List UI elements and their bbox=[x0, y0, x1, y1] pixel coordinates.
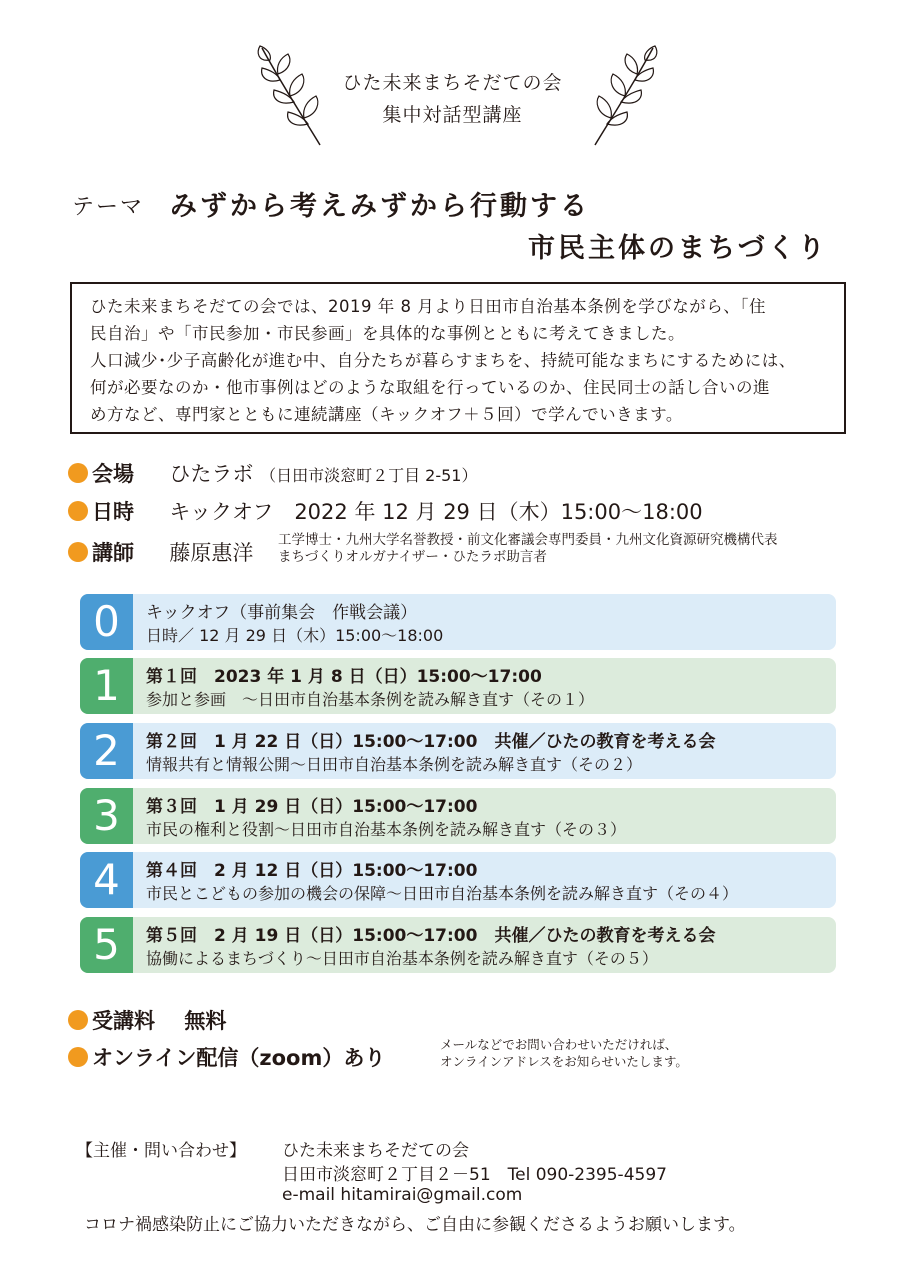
session-heading: 第２回 1 月 22 日（日）15:00～17:00 共催／ひたの教育を考える会 bbox=[146, 732, 716, 752]
session-card-0 bbox=[80, 594, 836, 650]
leaf-branch-left-icon bbox=[250, 40, 330, 150]
bullet-icon bbox=[68, 1047, 88, 1067]
session-heading: 第４回 2 月 12 日（日）15:00～17:00 bbox=[146, 861, 478, 881]
datetime-key: 日時 bbox=[92, 500, 134, 524]
fee-row bbox=[68, 1005, 226, 1035]
intro-line: め方など、専門家とともに連続講座（キックオフ＋５回）で学んでいきます。 bbox=[90, 405, 683, 424]
theme-line-2: 市民主体のまちづくり bbox=[528, 233, 828, 264]
venue-name: ひたラボ bbox=[169, 462, 254, 486]
online-row bbox=[68, 1042, 385, 1072]
session-heading: 第３回 1 月 29 日（日）15:00～17:00 bbox=[146, 797, 478, 817]
theme-line-1: みずから考えみずから行動する bbox=[170, 191, 590, 222]
course-type: 集中対話型講座 bbox=[382, 104, 523, 126]
lecturer-name: 藤原惠洋 bbox=[169, 541, 254, 565]
session-subtitle: 市民とこどもの参加の機会の保障～日田市自治基本条例を読み解き直す（その４） bbox=[146, 884, 739, 903]
online-note bbox=[440, 1036, 688, 1070]
intro-line: 民自治」や「市民参加・市民参画」を具体的な事例とともに考えてきました。 bbox=[90, 324, 685, 343]
session-heading: 第５回 2 月 19 日（日）15:00～17:00 共催／ひたの教育を考える会 bbox=[146, 926, 716, 946]
intro-line: ひた未来まちそだての会では、2019 年 8 月より日田市自治基本条例を学びながら、「住 bbox=[90, 297, 766, 316]
lecturer-row bbox=[68, 537, 253, 567]
bullet-icon bbox=[68, 542, 88, 562]
contact-address-tel: 日田市淡窓町２丁目２－51 Tel 090-2395-4597 bbox=[282, 1165, 667, 1185]
contact-org: ひた未来まちそだての会 bbox=[282, 1141, 469, 1161]
session-number: 4 bbox=[80, 852, 133, 908]
datetime-row bbox=[68, 496, 703, 526]
lecturer-title-1: 工学博士・九州大学名誉教授・前文化審議会専門委員・九州文化資源研究機構代表 bbox=[278, 532, 778, 548]
venue-address: （日田市淡窓町２丁目 2-51） bbox=[260, 466, 478, 485]
footer-note: コロナ禍感染防止にご協力いただきながら、ご自由に参観くださるようお願いします。 bbox=[84, 1215, 746, 1235]
session-card-5 bbox=[80, 917, 836, 973]
theme-label: テーマ bbox=[72, 195, 145, 220]
session-number: 0 bbox=[80, 594, 133, 650]
intro-line: 何が必要なのか・他市事例はどのような取組を行っているのか、住民同士の話し合いの進 bbox=[90, 378, 770, 397]
session-heading: キックオフ（事前集会 作戦会議） bbox=[146, 603, 418, 623]
session-number: 1 bbox=[80, 658, 133, 714]
session-card-3 bbox=[80, 788, 836, 844]
session-number: 5 bbox=[80, 917, 133, 973]
contact-label: 【主催・問い合わせ】 bbox=[76, 1141, 246, 1161]
session-subtitle: 日時／ 12 月 29 日（木）15:00～18:00 bbox=[146, 626, 444, 645]
venue-key: 会場 bbox=[92, 462, 134, 486]
online-note-1: メールなどでお問い合わせいただければ、 bbox=[440, 1037, 678, 1052]
leaf-branch-right-icon bbox=[585, 40, 665, 150]
session-subtitle: 参加と参画 ～日田市自治基本条例を読み解き直す（その１） bbox=[146, 690, 595, 709]
lecturer-titles bbox=[278, 532, 778, 566]
session-subtitle: 情報共有と情報公開～日田市自治基本条例を読み解き直す（その２） bbox=[146, 755, 643, 774]
session-number: 2 bbox=[80, 723, 133, 779]
session-card-4 bbox=[80, 852, 836, 908]
session-number: 3 bbox=[80, 788, 133, 844]
intro-box bbox=[70, 282, 846, 434]
contact-email[interactable]: e-mail hitamirai@gmail.com bbox=[282, 1185, 523, 1205]
session-subtitle: 協働によるまちづくり～日田市自治基本条例を読み解き直す（その５） bbox=[146, 949, 658, 968]
datetime-value: キックオフ 2022 年 12 月 29 日（木）15:00～18:00 bbox=[169, 500, 703, 524]
online-label: オンライン配信（zoom）あり bbox=[92, 1046, 386, 1070]
session-subtitle: 市民の権利と役割～日田市自治基本条例を読み解き直す（その３） bbox=[146, 820, 627, 839]
session-heading: 第１回 2023 年 1 月 8 日（日）15:00～17:00 bbox=[146, 667, 542, 687]
session-card-2 bbox=[80, 723, 836, 779]
intro-line: 人口減少･少子高齢化が進む中、自分たちが暮らすまちを、持続可能なまちにするためには、 bbox=[90, 351, 796, 370]
online-note-2: オンラインアドレスをお知らせいたします。 bbox=[440, 1054, 688, 1069]
session-card-1 bbox=[80, 658, 836, 714]
bullet-icon bbox=[68, 463, 88, 483]
org-name: ひた未来まちそだての会 bbox=[342, 72, 563, 94]
venue-row bbox=[68, 458, 477, 488]
lecturer-key: 講師 bbox=[92, 541, 134, 565]
fee-value: 無料 bbox=[184, 1009, 227, 1033]
bullet-icon bbox=[68, 1010, 88, 1030]
lecturer-title-2: まちづくりオルガナイザー・ひたラボ助言者 bbox=[278, 549, 547, 565]
fee-key: 受講料 bbox=[92, 1009, 155, 1033]
bullet-icon bbox=[68, 501, 88, 521]
